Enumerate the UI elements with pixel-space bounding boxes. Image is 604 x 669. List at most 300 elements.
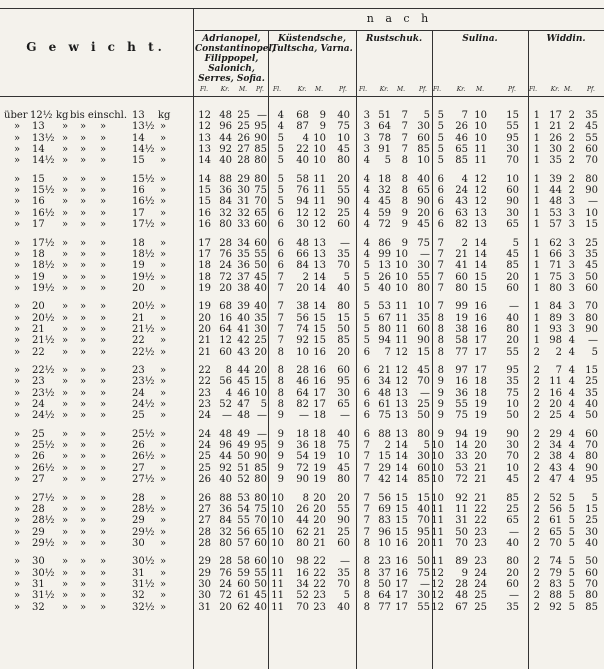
ditto-mark: » <box>14 271 21 283</box>
price-cell: 7 <box>363 474 370 486</box>
price-cell: 30 <box>237 185 250 197</box>
price-cell: 20 <box>313 503 326 515</box>
price-cell: 9 <box>437 376 444 388</box>
price-cell: 53 <box>378 301 391 313</box>
price-cell: 64 <box>378 121 391 133</box>
price-cell: 50 <box>585 271 598 283</box>
price-cell: 2 <box>533 462 540 474</box>
price-cell: 14 <box>455 440 468 452</box>
ditto-mark: » <box>80 515 87 527</box>
price-cell: 37 <box>378 567 391 579</box>
price-cell: 22 <box>474 515 487 527</box>
weight-from: 15 <box>32 173 45 185</box>
price-cell: 27 <box>237 144 250 156</box>
ditto-mark: » <box>160 248 167 260</box>
price-cell: 60 <box>254 237 267 249</box>
price-cell: 5 <box>363 301 370 313</box>
price-cell: 10 <box>431 462 444 474</box>
price-cell: 50 <box>237 451 250 463</box>
unit-label: M. <box>238 86 248 93</box>
price-cell: 21 <box>313 526 326 538</box>
price-cell: 85 <box>585 601 598 613</box>
price-cell: 5 <box>363 271 370 283</box>
price-cell: — <box>340 410 350 422</box>
ditto-mark: » <box>62 260 69 272</box>
price-cell: 15 <box>198 185 211 197</box>
weight-to: 31½ <box>132 578 155 590</box>
price-cell: 5 <box>384 155 391 167</box>
weight-to: 14½ <box>132 144 155 156</box>
weight-to: 20 <box>132 282 145 294</box>
price-cell: 20 <box>313 515 326 527</box>
ditto-mark: » <box>100 260 107 272</box>
price-cell: 50 <box>254 578 267 590</box>
weight-to: 29 <box>132 515 145 527</box>
price-cell: 5 <box>568 537 575 549</box>
ditto-mark: » <box>100 451 107 463</box>
price-cell: — <box>340 237 350 249</box>
price-cell: 1 <box>533 219 540 231</box>
price-cell: 2 <box>568 155 575 167</box>
price-cell: 4 <box>302 132 309 144</box>
weight-from: 27½ <box>32 492 55 504</box>
price-cell: 9 <box>319 110 326 121</box>
price-cell: 85 <box>455 155 468 167</box>
price-cell: 65 <box>455 144 468 156</box>
ditto-mark: » <box>160 144 167 156</box>
price-cell: 6 <box>277 248 284 260</box>
price-cell: 30 <box>506 144 519 156</box>
price-cell: 12 <box>474 196 487 208</box>
price-cell: 46 <box>455 132 468 144</box>
weight-to: 30 <box>132 537 145 549</box>
price-cell: 90 <box>254 132 267 144</box>
price-cell: 69 <box>378 503 391 515</box>
ditto-mark: » <box>62 365 69 376</box>
price-cell: 4 <box>461 173 468 185</box>
price-cell: 44 <box>549 185 562 197</box>
price-cell: 14 <box>313 271 326 283</box>
price-cell: 20 <box>506 567 519 579</box>
ditto-mark: » <box>160 567 167 579</box>
price-cell: 22 <box>313 556 326 568</box>
price-cell: 1 <box>533 282 540 294</box>
ditto-mark: » <box>100 132 107 144</box>
price-cell: 12 <box>395 376 408 388</box>
price-cell: 12 <box>431 590 444 602</box>
weight-from: 15½ <box>32 185 55 197</box>
price-cell: 59 <box>237 567 250 579</box>
price-cell: 4 <box>277 110 284 121</box>
weight-from: 26 <box>32 451 45 463</box>
price-cell: 28 <box>296 365 309 376</box>
price-cell: 30 <box>296 219 309 231</box>
ditto-mark: » <box>100 399 107 411</box>
price-cell: 5 <box>568 556 575 568</box>
weight-to: 17½ <box>132 219 155 231</box>
price-cell: 21 <box>474 492 487 504</box>
ditto-mark: » <box>100 567 107 579</box>
price-cell: 7 <box>437 271 444 283</box>
price-cell: 70 <box>506 451 519 463</box>
price-cell: 49 <box>237 440 250 452</box>
ditto-mark: » <box>62 248 69 260</box>
price-cell: 2 <box>568 144 575 156</box>
price-cell: 5 <box>568 601 575 613</box>
ditto-mark: » <box>80 237 87 249</box>
price-cell: 84 <box>219 196 232 208</box>
price-cell: 2 <box>533 440 540 452</box>
price-cell: 24 <box>474 578 487 590</box>
price-cell: 25 <box>585 237 598 249</box>
price-cell: — <box>340 556 350 568</box>
weight-to: 21 <box>132 312 145 324</box>
ditto-mark: » <box>160 196 167 208</box>
price-cell: 14 <box>474 260 487 272</box>
price-cell: 90 <box>585 323 598 335</box>
price-cell: 95 <box>337 376 350 388</box>
ditto-mark: » <box>14 537 21 549</box>
price-cell: 68 <box>296 110 309 121</box>
ditto-mark: » <box>14 590 21 602</box>
ditto-mark: » <box>160 399 167 411</box>
weight-from: 31 <box>32 578 45 590</box>
price-cell: 6 <box>277 260 284 272</box>
price-cell: 60 <box>417 462 430 474</box>
price-cell: 3 <box>568 237 575 249</box>
price-cell: 21 <box>378 365 391 376</box>
price-cell: 19 <box>313 474 326 486</box>
price-cell: 4 <box>363 173 370 185</box>
price-cell: 93 <box>549 323 562 335</box>
price-cell: 90 <box>585 185 598 197</box>
price-cell: 1 <box>533 110 540 121</box>
weight-to: 22 <box>132 335 145 347</box>
weight-to: 24½ <box>132 399 155 411</box>
price-cell: 16 <box>395 567 408 579</box>
price-cell: 52 <box>296 590 309 602</box>
weight-prefix: über <box>4 110 28 121</box>
price-cell: 85 <box>254 144 267 156</box>
ditto-mark: » <box>100 410 107 422</box>
price-cell: 56 <box>378 492 391 504</box>
price-cell: 5 <box>568 492 575 504</box>
ditto-mark: » <box>100 346 107 358</box>
price-cell: 7 <box>401 121 408 133</box>
price-cell: 65 <box>254 207 267 219</box>
price-cell: 5 <box>437 132 444 144</box>
price-cell: 5 <box>423 440 430 452</box>
price-cell: 49 <box>237 428 250 440</box>
price-cell: 48 <box>219 428 232 440</box>
ditto-mark: » <box>14 451 21 463</box>
price-cell: 95 <box>254 121 267 133</box>
price-cell: 40 <box>337 601 350 613</box>
price-cell: 60 <box>506 185 519 197</box>
price-cell: 40 <box>506 312 519 324</box>
price-cell: 16 <box>313 365 326 376</box>
price-cell: 7 <box>363 503 370 515</box>
ditto-mark: » <box>14 144 21 156</box>
ditto-mark: » <box>160 503 167 515</box>
price-cell: 23 <box>313 590 326 602</box>
price-cell: 35 <box>549 155 562 167</box>
price-cell: 5 <box>423 110 430 121</box>
price-cell: 6 <box>363 399 370 411</box>
price-cell: 18 <box>378 173 391 185</box>
price-cell: 6 <box>277 219 284 231</box>
price-cell: 10 <box>474 110 487 121</box>
price-cell: 67 <box>378 312 391 324</box>
ditto-mark: » <box>80 537 87 549</box>
ditto-mark: » <box>100 492 107 504</box>
weight-unit: kg <box>158 110 171 121</box>
price-cell: 10 <box>254 387 267 399</box>
price-cell: 96 <box>378 526 391 538</box>
weight-from: 31½ <box>32 590 55 602</box>
price-cell: 57 <box>237 537 250 549</box>
price-cell: 7 <box>363 526 370 538</box>
weight-from: 21½ <box>32 335 55 347</box>
price-cell: 24 <box>455 185 468 197</box>
unit-label: Fl. <box>200 86 208 93</box>
price-cell: 20 <box>337 346 350 358</box>
price-cell: 6 <box>277 207 284 219</box>
ditto-mark: » <box>62 410 69 422</box>
price-cell: 55 <box>455 399 468 411</box>
price-cell: 55 <box>337 503 350 515</box>
ditto-mark: » <box>80 346 87 358</box>
price-cell: 87 <box>296 121 309 133</box>
price-cell: 62 <box>549 237 562 249</box>
price-cell: 2 <box>533 503 540 515</box>
price-cell: 66 <box>296 248 309 260</box>
weight-to: 15 <box>132 155 145 167</box>
price-cell: 2 <box>533 515 540 527</box>
price-cell: 10 <box>395 282 408 294</box>
weight-to: 18½ <box>132 248 155 260</box>
ditto-mark: » <box>62 301 69 313</box>
price-cell: 5 <box>568 503 575 515</box>
price-cell: 16 <box>219 312 232 324</box>
ditto-mark: » <box>62 526 69 538</box>
ditto-mark: » <box>14 219 21 231</box>
price-cell: 17 <box>313 387 326 399</box>
price-cell: 32 <box>378 185 391 197</box>
price-cell: 27 <box>198 503 211 515</box>
price-cell: 55 <box>506 121 519 133</box>
ditto-mark: » <box>62 237 69 249</box>
weight-from: 22½ <box>32 365 55 376</box>
price-cell: 30 <box>337 387 350 399</box>
ditto-mark: » <box>62 462 69 474</box>
price-cell: 2 <box>302 271 309 283</box>
price-cell: 19 <box>474 428 487 440</box>
ditto-mark: » <box>62 556 69 568</box>
price-cell: 80 <box>254 155 267 167</box>
ditto-mark: » <box>100 335 107 347</box>
price-cell: 57 <box>549 219 562 231</box>
price-cell: 18 <box>296 428 309 440</box>
price-cell: 15 <box>417 346 430 358</box>
price-cell: 12 <box>395 346 408 358</box>
price-cell: 15 <box>395 515 408 527</box>
ditto-mark: » <box>100 173 107 185</box>
ditto-mark: » <box>80 196 87 208</box>
price-cell: 2 <box>533 578 540 590</box>
weight-to: 27½ <box>132 474 155 486</box>
ditto-mark: » <box>14 335 21 347</box>
price-cell: 4 <box>225 387 232 399</box>
price-cell: 5 <box>512 237 519 249</box>
price-cell: 50 <box>337 323 350 335</box>
price-cell: 6 <box>363 376 370 388</box>
weight-to: 17 <box>132 207 145 219</box>
price-cell: 4 <box>277 121 284 133</box>
weight-to: 31 <box>132 567 145 579</box>
price-cell: 1 <box>533 301 540 313</box>
ditto-mark: » <box>100 144 107 156</box>
destination-header: Küstendsche, Tultscha, Varna. <box>271 34 353 54</box>
weight-from: 17 <box>32 219 45 231</box>
price-cell: 20 <box>337 492 350 504</box>
price-cell: 11 <box>431 537 444 549</box>
price-cell: 11 <box>313 185 326 197</box>
price-cell: 17 <box>474 365 487 376</box>
price-cell: 23 <box>313 601 326 613</box>
price-cell: 84 <box>296 260 309 272</box>
price-cell: 7 <box>401 132 408 144</box>
ditto-mark: » <box>160 185 167 197</box>
price-cell: 80 <box>585 173 598 185</box>
price-cell: 55 <box>254 567 267 579</box>
weight-to: 29½ <box>132 526 155 538</box>
price-cell: 98 <box>549 335 562 347</box>
price-cell: 60 <box>417 132 430 144</box>
price-cell: 9 <box>437 387 444 399</box>
ditto-mark: » <box>100 440 107 452</box>
ditto-mark: » <box>100 185 107 197</box>
price-cell: 40 <box>417 173 430 185</box>
price-cell: 80 <box>296 537 309 549</box>
ditto-mark: » <box>160 474 167 486</box>
price-cell: 70 <box>296 601 309 613</box>
price-cell: 14 <box>395 474 408 486</box>
price-cell: 5 <box>343 590 350 602</box>
price-cell: 38 <box>237 282 250 294</box>
price-cell: 6 <box>363 365 370 376</box>
price-cell: 53 <box>549 207 562 219</box>
price-cell: 80 <box>254 492 267 504</box>
ditto-mark: » <box>80 155 87 167</box>
ditto-mark: » <box>80 590 87 602</box>
price-cell: 72 <box>219 590 232 602</box>
price-cell: 15 <box>395 526 408 538</box>
price-cell: 4 <box>568 428 575 440</box>
price-cell: 4 <box>363 196 370 208</box>
unit-label: M. <box>563 86 573 93</box>
ditto-mark: » <box>100 121 107 133</box>
price-cell: 2 <box>533 365 540 376</box>
price-cell: — <box>509 301 519 313</box>
price-cell: 24 <box>198 440 211 452</box>
ditto-mark: » <box>100 271 107 283</box>
weight-to: 32 <box>132 590 145 602</box>
price-cell: 30 <box>417 260 430 272</box>
nach-rule <box>195 30 604 31</box>
price-cell: — <box>299 410 309 422</box>
weight-to: 28½ <box>132 503 155 515</box>
price-cell: 8 <box>277 399 284 411</box>
price-cell: 23 <box>198 387 211 399</box>
price-cell: 75 <box>417 237 430 249</box>
ditto-mark: » <box>160 376 167 388</box>
price-cell: 60 <box>337 219 350 231</box>
price-cell: 86 <box>378 237 391 249</box>
ditto-mark: » <box>100 515 107 527</box>
weight-from: 21 <box>32 323 45 335</box>
ditto-mark: » <box>14 474 21 486</box>
price-cell: 53 <box>237 492 250 504</box>
price-cell: 95 <box>585 474 598 486</box>
ditto-mark: » <box>160 346 167 358</box>
price-cell: 95 <box>417 526 430 538</box>
price-cell: — <box>509 590 519 602</box>
price-cell: 1 <box>533 155 540 167</box>
ditto-mark: » <box>100 323 107 335</box>
price-cell: 12 <box>198 121 211 133</box>
ditto-mark: » <box>80 410 87 422</box>
ditto-mark: » <box>14 515 21 527</box>
ditto-mark: » <box>80 462 87 474</box>
price-cell: 64 <box>378 590 391 602</box>
price-cell: 32 <box>219 207 232 219</box>
price-cell: 7 <box>277 323 284 335</box>
unit-label: Fl. <box>529 86 537 93</box>
price-cell: 51 <box>378 110 391 121</box>
ditto-mark: » <box>80 601 87 613</box>
price-cell: 5 <box>363 260 370 272</box>
price-cell: 47 <box>237 399 250 411</box>
price-cell: 92 <box>296 335 309 347</box>
price-cell: 41 <box>455 260 468 272</box>
price-cell: 4 <box>568 387 575 399</box>
weight-to: 27 <box>132 462 145 474</box>
weight-to: 21½ <box>132 323 155 335</box>
price-cell: 5 <box>277 155 284 167</box>
price-cell: 72 <box>378 219 391 231</box>
destination-header: Widdin. <box>546 34 586 44</box>
ditto-mark: » <box>80 185 87 197</box>
price-cell: 53 <box>455 462 468 474</box>
price-cell: 5 <box>363 312 370 324</box>
price-cell: 21 <box>313 537 326 549</box>
price-cell: 14 <box>474 237 487 249</box>
price-cell: 25 <box>506 503 519 515</box>
ditto-mark: » <box>14 207 21 219</box>
price-cell: 5 <box>363 282 370 294</box>
ditto-mark: » <box>14 387 21 399</box>
ditto-mark: » <box>14 503 21 515</box>
price-cell: 6 <box>437 196 444 208</box>
price-cell: 25 <box>585 515 598 527</box>
unit-label: Fl. <box>273 86 281 93</box>
ditto-mark: » <box>14 601 21 613</box>
price-cell: 4 <box>363 248 370 260</box>
price-cell: 25 <box>417 399 430 411</box>
unit-label: Pf. <box>508 86 516 93</box>
price-cell: 2 <box>533 346 540 358</box>
